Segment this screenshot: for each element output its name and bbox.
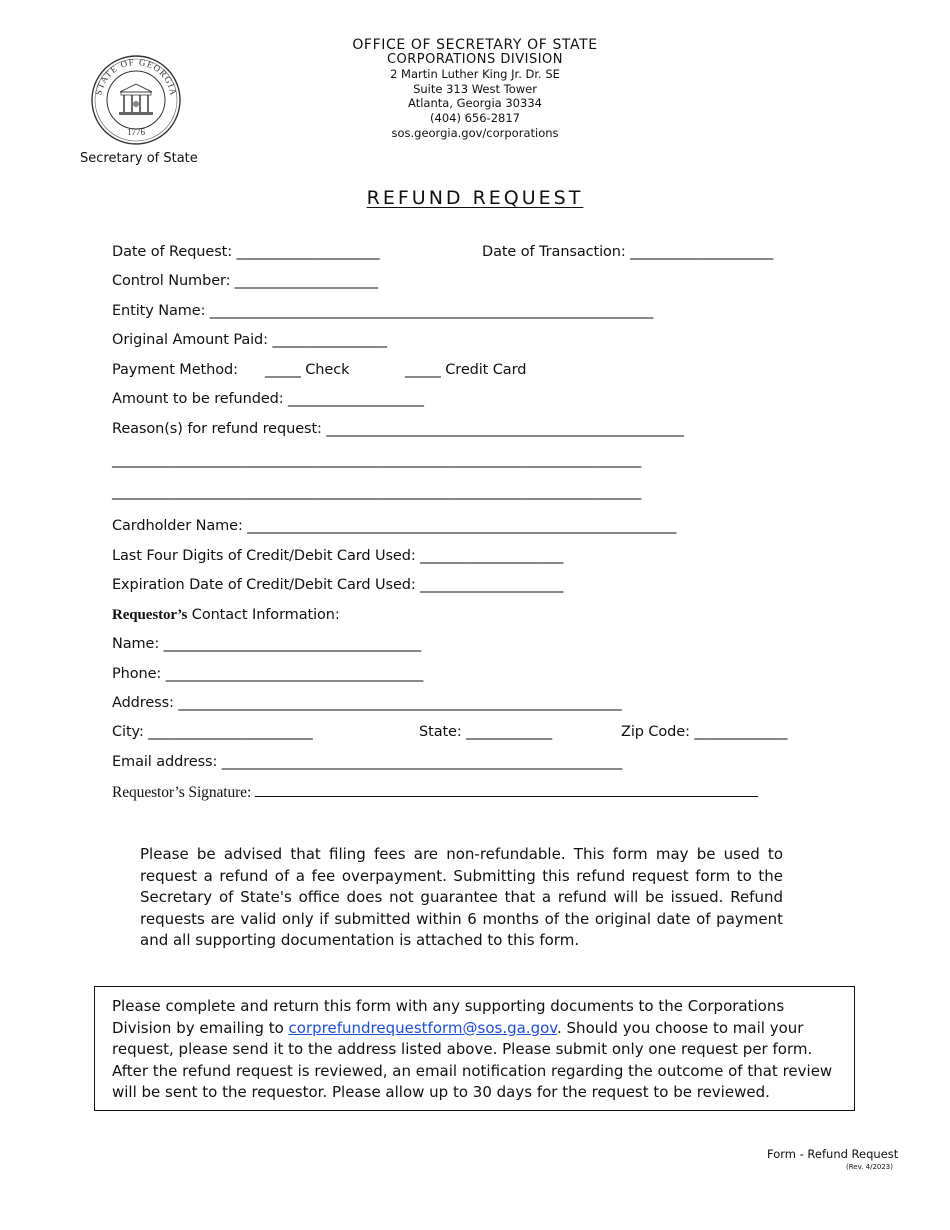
contact-city-field[interactable]: City: _______________________ xyxy=(112,724,313,740)
contact-name-field[interactable]: Name: ____________________________________ xyxy=(112,636,422,652)
payment-credit-card-option[interactable]: _____ Credit Card xyxy=(405,362,527,378)
contact-zip-field[interactable]: Zip Code: _____________ xyxy=(621,724,788,740)
payment-check-option[interactable]: _____ Check xyxy=(265,362,350,378)
address-city: Atlanta, Georgia 30334 xyxy=(408,96,542,111)
refund-reasons-line-2[interactable]: __________________________________________________________________________ xyxy=(112,452,642,468)
cardholder-name-field[interactable]: Cardholder Name: ____________________________________________________________ xyxy=(112,518,677,534)
seal-year: 1776 xyxy=(127,127,145,137)
contact-state-field[interactable]: State: ____________ xyxy=(419,724,552,740)
non-refundable-notice: Please be advised that filing fees are non-refundable. This form may be used to request a refund of a fee overpayment. Submitting this refund request form to the Secretary of State's office does not guarantee that a refund will be issued. Refund requests are valid only if submitted within 6 months of the original date of payment and all supporting documentation is attached to this form. xyxy=(140,845,783,950)
svg-text:STATE OF GEORGIA xyxy=(93,57,179,97)
page-title: REFUND REQUEST xyxy=(366,187,584,209)
contact-heading-bold: Requestor’s xyxy=(112,607,188,623)
contact-email-field[interactable]: Email address: ________________________________________________________ xyxy=(112,754,623,770)
amount-refunded-field[interactable]: Amount to be refunded: ___________________ xyxy=(112,391,424,407)
control-number-field[interactable]: Control Number: ____________________ xyxy=(112,273,378,289)
georgia-seal-icon xyxy=(90,54,182,146)
seal-caption: Secretary of State xyxy=(80,151,198,166)
contact-info-heading xyxy=(112,607,340,624)
entity-name-field[interactable]: Entity Name: ______________________________________________________________ xyxy=(112,303,654,319)
card-expiration-field[interactable]: Expiration Date of Credit/Debit Card Used: ____________________ xyxy=(112,577,564,593)
seal-ring-text: STATE OF GEORGIA xyxy=(93,56,179,98)
footer-form-name: Form - Refund Request xyxy=(767,1147,899,1161)
contact-phone-field[interactable]: Phone: ____________________________________ xyxy=(112,666,424,682)
refund-reasons-field[interactable]: Reason(s) for refund request: __________________________________________________ xyxy=(112,421,684,437)
original-amount-field[interactable]: Original Amount Paid: ________________ xyxy=(112,332,387,348)
instructions-box xyxy=(94,986,855,1111)
office-website: sos.georgia.gov/corporations xyxy=(391,125,559,140)
footer-revision: (Rev. 4/2023) xyxy=(846,1163,893,1171)
date-of-transaction-field[interactable]: Date of Transaction: ____________________ xyxy=(482,244,774,260)
signature-label: Requestor’s Signature: xyxy=(112,784,252,801)
signature-field[interactable] xyxy=(112,784,758,802)
refund-reasons-line-3[interactable]: __________________________________________________________________________ xyxy=(112,484,642,500)
office-phone: (404) 656-2817 xyxy=(430,110,520,125)
address-line-2: Suite 313 West Tower xyxy=(413,81,537,96)
date-of-request-field[interactable]: Date of Request: ____________________ xyxy=(112,244,380,260)
contact-heading-rest: Contact Information: xyxy=(191,607,340,623)
refund-email-link[interactable]: corprefundrequestform@sos.ga.gov xyxy=(288,1018,557,1037)
contact-address-field[interactable]: Address: ______________________________________________________________ xyxy=(112,695,622,711)
payment-method-label: Payment Method: xyxy=(112,362,238,378)
signature-line[interactable] xyxy=(255,784,758,797)
card-last-four-field[interactable]: Last Four Digits of Credit/Debit Card Used: ____________________ xyxy=(112,548,564,564)
office-name: OFFICE OF SECRETARY OF STATE xyxy=(352,37,598,53)
office-header xyxy=(305,38,645,140)
address-line-1: 2 Martin Luther King Jr. Dr. SE xyxy=(390,67,560,82)
division-name: CORPORATIONS DIVISION xyxy=(386,51,564,67)
instructions-text-1: Please complete and return this form with any supporting documents to the Corporations Division by emailing to xyxy=(112,997,785,1037)
instructions-text-2: . Should you choose to mail your request, please send it to the address listed above. Please submit only one request per form. After the refund request is reviewed, an email notification regarding the outcome of that review will be sent to the requestor. Please allow up to 30 days for the request to be reviewed. xyxy=(112,1018,833,1102)
